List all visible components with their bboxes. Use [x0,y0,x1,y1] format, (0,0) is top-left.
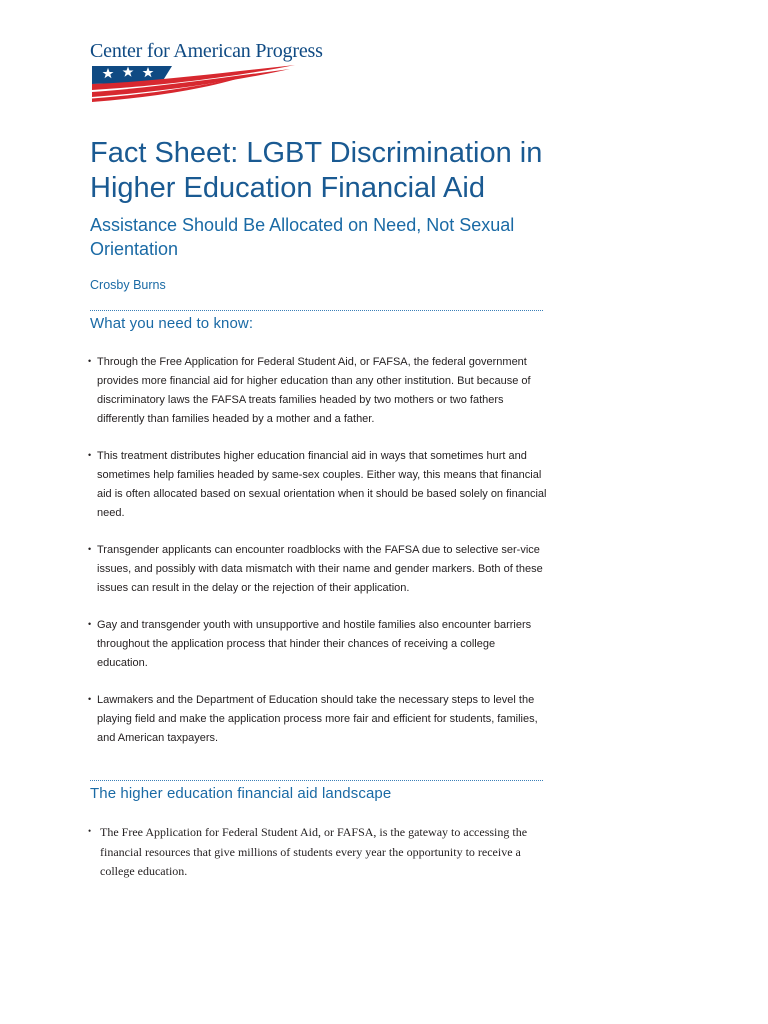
list-item: • The Free Application for Federal Student Aid, or FAFSA, is the gateway to accessing the financial resources that give millions of students every year the opportunity to receive a college education. [88,825,528,878]
page-subtitle: Assistance Should Be Allocated on Need, Not Sexual Orientation [90,215,515,259]
list-item: • Lawmakers and the Department of Education should take the necessary steps to level the playing field and make the application process more fair and efficient for students, families, and American taxpayers. [88,694,538,744]
landscape-list [88,823,548,882]
section-heading-landscape: The higher education financial aid landscape [90,785,392,802]
need-to-know-list [88,353,548,766]
list-item: • This treatment distributes higher education financial aid in ways that sometimes hurt and sometimes help families headed by same-sex couples. Either way, this means that financial aid is often allocated based on sexual orientation when it should be based solely on financial need. [88,450,547,519]
page-title: Fact Sheet: LGBT Discrimination in Higher Education Financial Aid [90,137,543,204]
list-item: • Through the Free Application for Federal Student Aid, or FAFSA, the federal government provides more financial aid for higher education than any other institution. But because of discriminatory laws the FAFSA treats families headed by two mothers or two fathers differently than families headed by a mother and a father. [88,356,531,425]
section-heading-need-to-know: What you need to know: [90,315,254,332]
section-divider [90,780,543,781]
american-flag-stripes-stars-icon [90,62,300,102]
author-byline: Crosby Burns [90,278,166,292]
org-name: Center for American Progress [90,40,323,62]
list-item: • Transgender applicants can encounter roadblocks with the FAFSA due to selective ser-vice issues, and possibly with data mismatch with their name and gender markers. Both of these issues can result in the delay or the rejection of their application. [88,544,543,594]
list-item: • Gay and transgender youth with unsupportive and hostile families also encounter barriers throughout the application process that hinder their chances of receiving a college education. [88,619,532,669]
cap-logo [90,40,350,102]
section-divider [90,310,543,311]
